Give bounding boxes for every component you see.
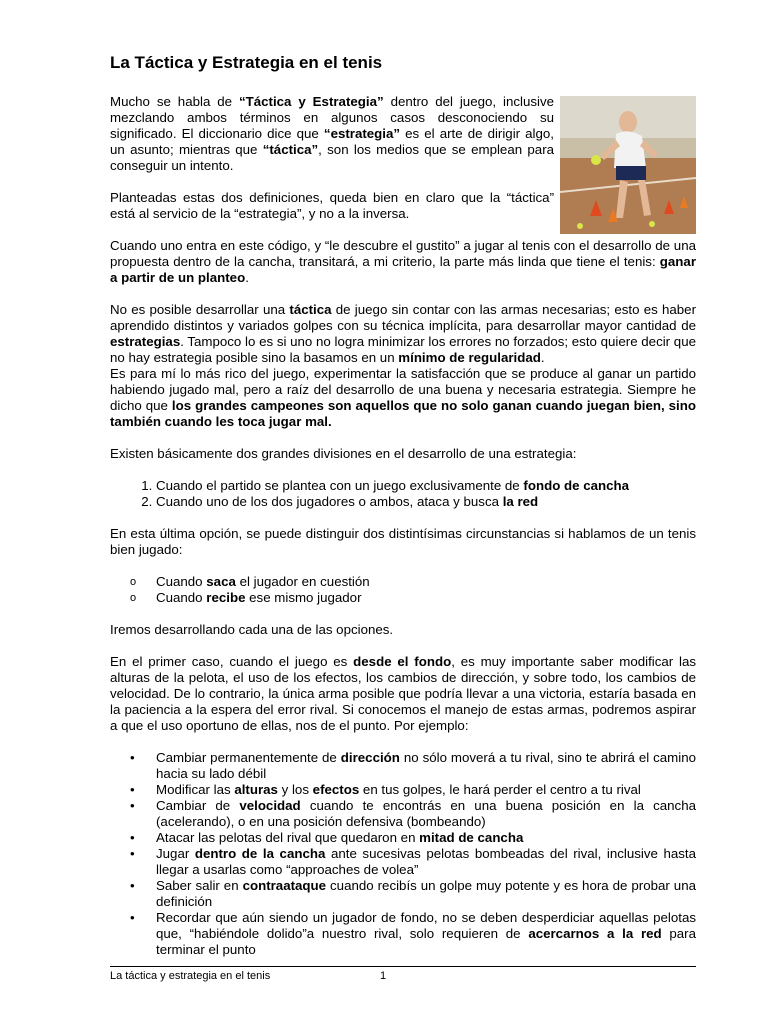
circumstances-list <box>110 574 696 606</box>
bold-text: “Táctica y Estrategia” <box>238 94 384 109</box>
paragraph-tactics: No es posible desarrollar una táctica de juego sin contar con las armas necesarias; esto es haber aprendido distintos y variados golpes con su técnica implícita, para desarrollar mayor cantidad de estrategias. Tampoco lo es si uno no logra minimizar los errores no forzados; esto quiere decir que no hay estrategia posible sino la basamos en un mínimo de regularidad. <box>110 302 697 365</box>
bold-text: “estrategia” <box>323 126 401 141</box>
paragraph-definitions: Planteadas estas dos definiciones, queda bien en claro que la “táctica” está al servicio de la “estrategia”, y no a la inversa. <box>110 190 554 221</box>
page-footer <box>110 966 696 983</box>
bold-text: mitad de cancha <box>419 830 524 845</box>
bold-text: “táctica” <box>262 142 319 157</box>
bold-text: estrategias <box>110 334 181 349</box>
list-item: • Atacar las pelotas del rival que quedaron en mitad de cancha <box>156 830 696 846</box>
list-item: • Saber salir en contraataque cuando recibís un golpe muy potente y es hora de probar una definición <box>156 878 696 910</box>
bold-text: velocidad <box>239 798 301 813</box>
document-page <box>110 52 696 974</box>
tennis-player-photo <box>560 96 696 234</box>
list-item: 2. Cuando uno de los dos jugadores o ambos, ataca y busca la red <box>156 494 696 510</box>
list-item: • Recordar que aún siendo un jugador de fondo, no se deben desperdiciar aquellas pelotas que, “habiéndole dolido”a nuestro rival, solo requieren de acercarnos a la red para terminar el punto <box>156 910 696 958</box>
paragraph-options: Iremos desarrollando cada una de las opciones. <box>110 622 394 637</box>
page-title: La Táctica y Estrategia en el tenis <box>110 53 383 72</box>
paragraph-champions: Es para mí lo más rico del juego, experimentar la satisfacción que se produce al ganar un partido habiendo jugado mal, pero a raíz del desarrollo de una buena y necesaria estrategia. Siempre he dicho que los grandes campeones son aquellos que no solo ganan cuando juegan bien, sino también cuando les toca jugar mal. <box>110 366 696 429</box>
divisions-list <box>110 478 696 510</box>
paragraph-baseline: En el primer caso, cuando el juego es desde el fondo, es muy importante saber modificar las alturas de la pelota, el uso de los efectos, los cambios de dirección, y sobre todo, los cambios de velocidad. De lo contrario, la única arma posible que podría llevar a una victoria, estaría basada en la paciencia a la espera del error rival. Si conocemos el manejo de estas armas, podremos aspirar a que el uso oportuno de ellas, nos de el punto. Por ejemplo: <box>110 654 697 733</box>
examples-list <box>110 750 696 958</box>
page-number: 1 <box>380 970 387 982</box>
list-item: o Cuando recibe ese mismo jugador <box>156 590 696 606</box>
bold-text: acercarnos a la red <box>528 926 662 941</box>
list-item: o Cuando saca el jugador en cuestión <box>156 574 696 590</box>
paragraph-divisions: Existen básicamente dos grandes divisiones en el desarrollo de una estrategia: <box>110 446 577 461</box>
bold-text: saca <box>206 574 236 589</box>
list-item: 1. Cuando el partido se plantea con un juego exclusivamente de fondo de cancha <box>156 478 696 494</box>
list-item: • Cambiar permanentemente de dirección no sólo moverá a tu rival, sino te abrirá el camino hacia su lado débil <box>156 750 696 782</box>
bold-text: la red <box>502 494 539 509</box>
bold-text: dirección <box>340 750 400 765</box>
bold-text: dentro de la cancha <box>194 846 326 861</box>
paragraph-circumstances: En esta última opción, se puede distinguir dos distintísimas circunstancias si hablamos de un tenis bien jugado: <box>110 526 696 557</box>
footer-text: La táctica y estrategia en el tenis <box>110 970 271 982</box>
bold-text: desde el fondo <box>353 654 452 669</box>
paragraph-code: Cuando uno entra en este código, y “le descubre el gustito” a jugar al tenis con el desarrollo de una propuesta dentro de la cancha, transitará, a mi criterio, la parte más linda que tiene el tenis: ganar a partir de un planteo. <box>110 238 696 285</box>
bold-text: ganar a partir de un planteo <box>110 254 696 285</box>
bold-text: fondo de cancha <box>523 478 630 493</box>
bold-text: recibe <box>206 590 246 605</box>
bold-text: los grandes campeones son aquellos que no solo ganan cuando juegan bien, sino también cuando les toca jugar mal. <box>110 398 696 429</box>
bold-text: contraataque <box>242 878 327 893</box>
bold-text: mínimo de regularidad <box>398 350 541 365</box>
list-item: • Modificar las alturas y los efectos en tus golpes, le hará perder el centro a tu rival <box>156 782 696 798</box>
list-item: • Cambiar de velocidad cuando te encontrás en una buena posición en la cancha (acelerando), o en una posición defensiva (bombeando) <box>156 798 696 830</box>
bold-text: alturas <box>234 782 278 797</box>
paragraph-intro: Mucho se habla de “Táctica y Estrategia” dentro del juego, inclusive mezclando ambos términos en algunos casos desconociendo su significado. El diccionario dice que “estrategia” es el arte de dirigir algo, un asunto; mientras que “táctica”, son los medios que se emplean para conseguir un intento. <box>110 94 555 173</box>
bold-text: efectos <box>312 782 360 797</box>
list-item: • Jugar dentro de la cancha ante sucesivas pelotas bombeadas del rival, inclusive hasta llegar a usarlas como “approaches de volea” <box>156 846 696 878</box>
bold-text: táctica <box>289 302 332 317</box>
